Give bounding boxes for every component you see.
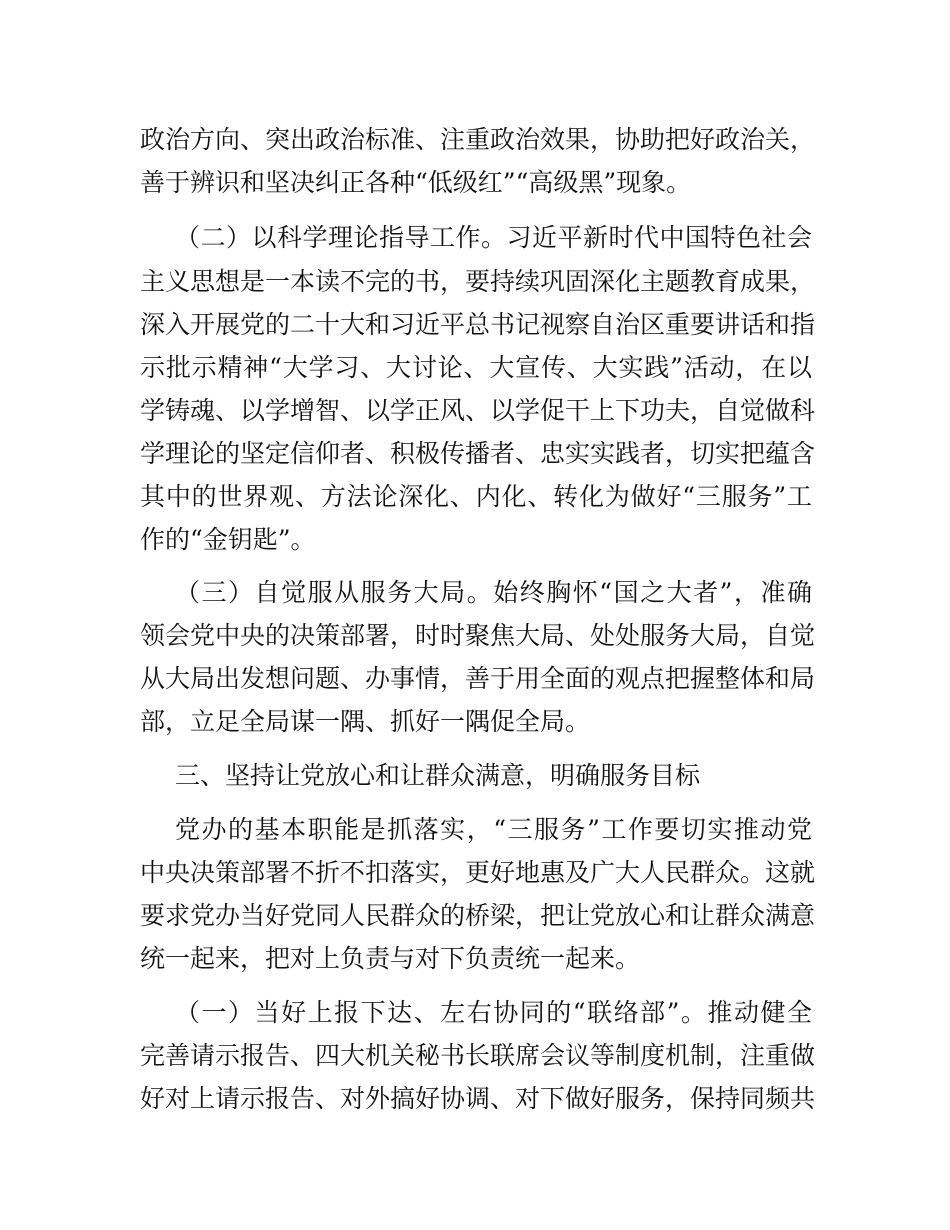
section-heading: 三、坚持让党放心和让群众满意，明确服务目标 [175, 761, 701, 790]
text-line: 主义思想是一本读不完的书，要持续巩固深化主题教育成果， [140, 267, 816, 296]
text-line: 部，立足全局谋一隅、抓好一隅促全局。 [140, 707, 591, 736]
text-line: 学理论的坚定信仰者、积极传播者、忠实实践者，切实把蕴含 [140, 439, 816, 468]
text-line: 善于辨识和坚决纠正各种“低级红”“高级黑”现象。 [140, 168, 692, 197]
text-line: 作的“金钥匙”。 [140, 525, 316, 554]
text-line: 领会党中央的决策部署，时时聚焦大局、处处服务大局，自觉 [140, 621, 816, 650]
text-line: 好对上请示报告、对外搞好协调、对下做好服务，保持同频共 [140, 1084, 816, 1113]
text-line: 学铸魂、以学增智、以学正风、以学促干上下功夫，自觉做科 [140, 396, 816, 425]
text-line: 统一起来，把对上负责与对下负责统一起来。 [140, 944, 641, 973]
subsection-heading-line: （三）自觉服从服务大局。始终胸怀“国之大者”，准确 [175, 578, 812, 607]
text-line: 中央决策部署不折不扣落实，更好地惠及广大人民群众。这就 [140, 858, 816, 887]
text-line: 深入开展党的二十大和习近平总书记视察自治区重要讲话和指 [140, 310, 816, 339]
text-line: 其中的世界观、方法论深化、内化、转化为做好“三服务”工 [140, 482, 812, 511]
subsection-heading-line: （一）当好上报下达、左右协同的“联络部”。推动健全 [175, 998, 812, 1027]
text-line: 示批示精神“大学习、大讨论、大宣传、大实践”活动，在以 [140, 353, 812, 382]
text-line: 党办的基本职能是抓落实，“三服务”工作要切实推动党 [175, 815, 812, 844]
subsection-heading-line: （二）以科学理论指导工作。习近平新时代中国特色社会 [175, 223, 812, 252]
text-line: 要求党办当好党同人民群众的桥梁，把让党放心和让群众满意 [140, 901, 816, 930]
text-line: 政治方向、突出政治标准、注重政治效果，协助把好政治关， [140, 125, 816, 154]
text-line: 完善请示报告、四大机关秘书长联席会议等制度机制，注重做 [140, 1041, 816, 1070]
text-line: 从大局出发想问题、办事情，善于用全面的观点把握整体和局 [140, 664, 816, 693]
